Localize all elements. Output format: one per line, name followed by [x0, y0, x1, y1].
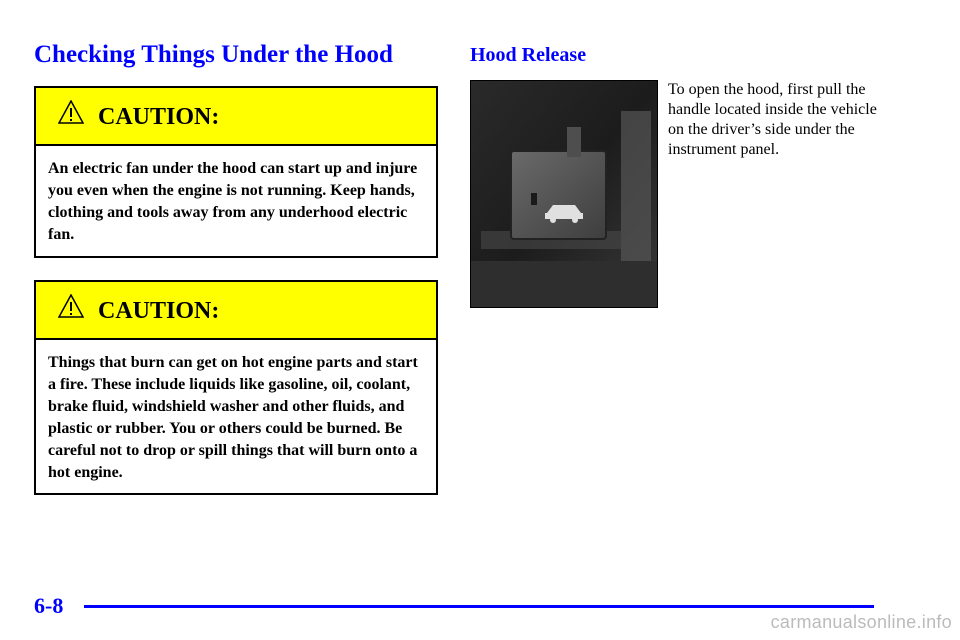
caution-box-fire-hazard: [34, 280, 438, 495]
caution-text: An electric fan under the hood can start up and injure you even when the engine is not running. Keep hands, clothing and tools away from any underhood electric fan.: [48, 160, 418, 243]
hood-release-photo: [470, 80, 658, 308]
page-number: 6-8: [34, 593, 64, 618]
hood-release-handle-image: [471, 81, 658, 308]
caution-text: Things that burn can get on hot engine parts and start a fire. These include liquids like gasoline, oil, coolant, brake fluid, windshield washer and other fluids, and plastic or rubber. You or others could be burned. Be careful not to drop or spill things that will burn onto a hot engine.: [48, 354, 418, 481]
page-title: Checking Things Under the Hood: [34, 41, 393, 68]
caution-box-electric-fan: [34, 86, 438, 258]
section-title-hood-release: Hood Release: [470, 44, 587, 66]
caution-label: CAUTION:: [98, 298, 220, 324]
hood-release-instructions: To open the hood, first pull the handle located inside the vehicle on the driver’s side under the instrument panel.: [668, 81, 877, 158]
warning-triangle-icon: [58, 100, 84, 124]
caution-header: [36, 282, 436, 340]
warning-triangle-icon: [58, 294, 84, 318]
footer-rule: [84, 605, 874, 608]
caution-header: [36, 88, 436, 146]
watermark: carmanualsonline.info: [770, 612, 952, 632]
caution-label: CAUTION:: [98, 104, 220, 130]
